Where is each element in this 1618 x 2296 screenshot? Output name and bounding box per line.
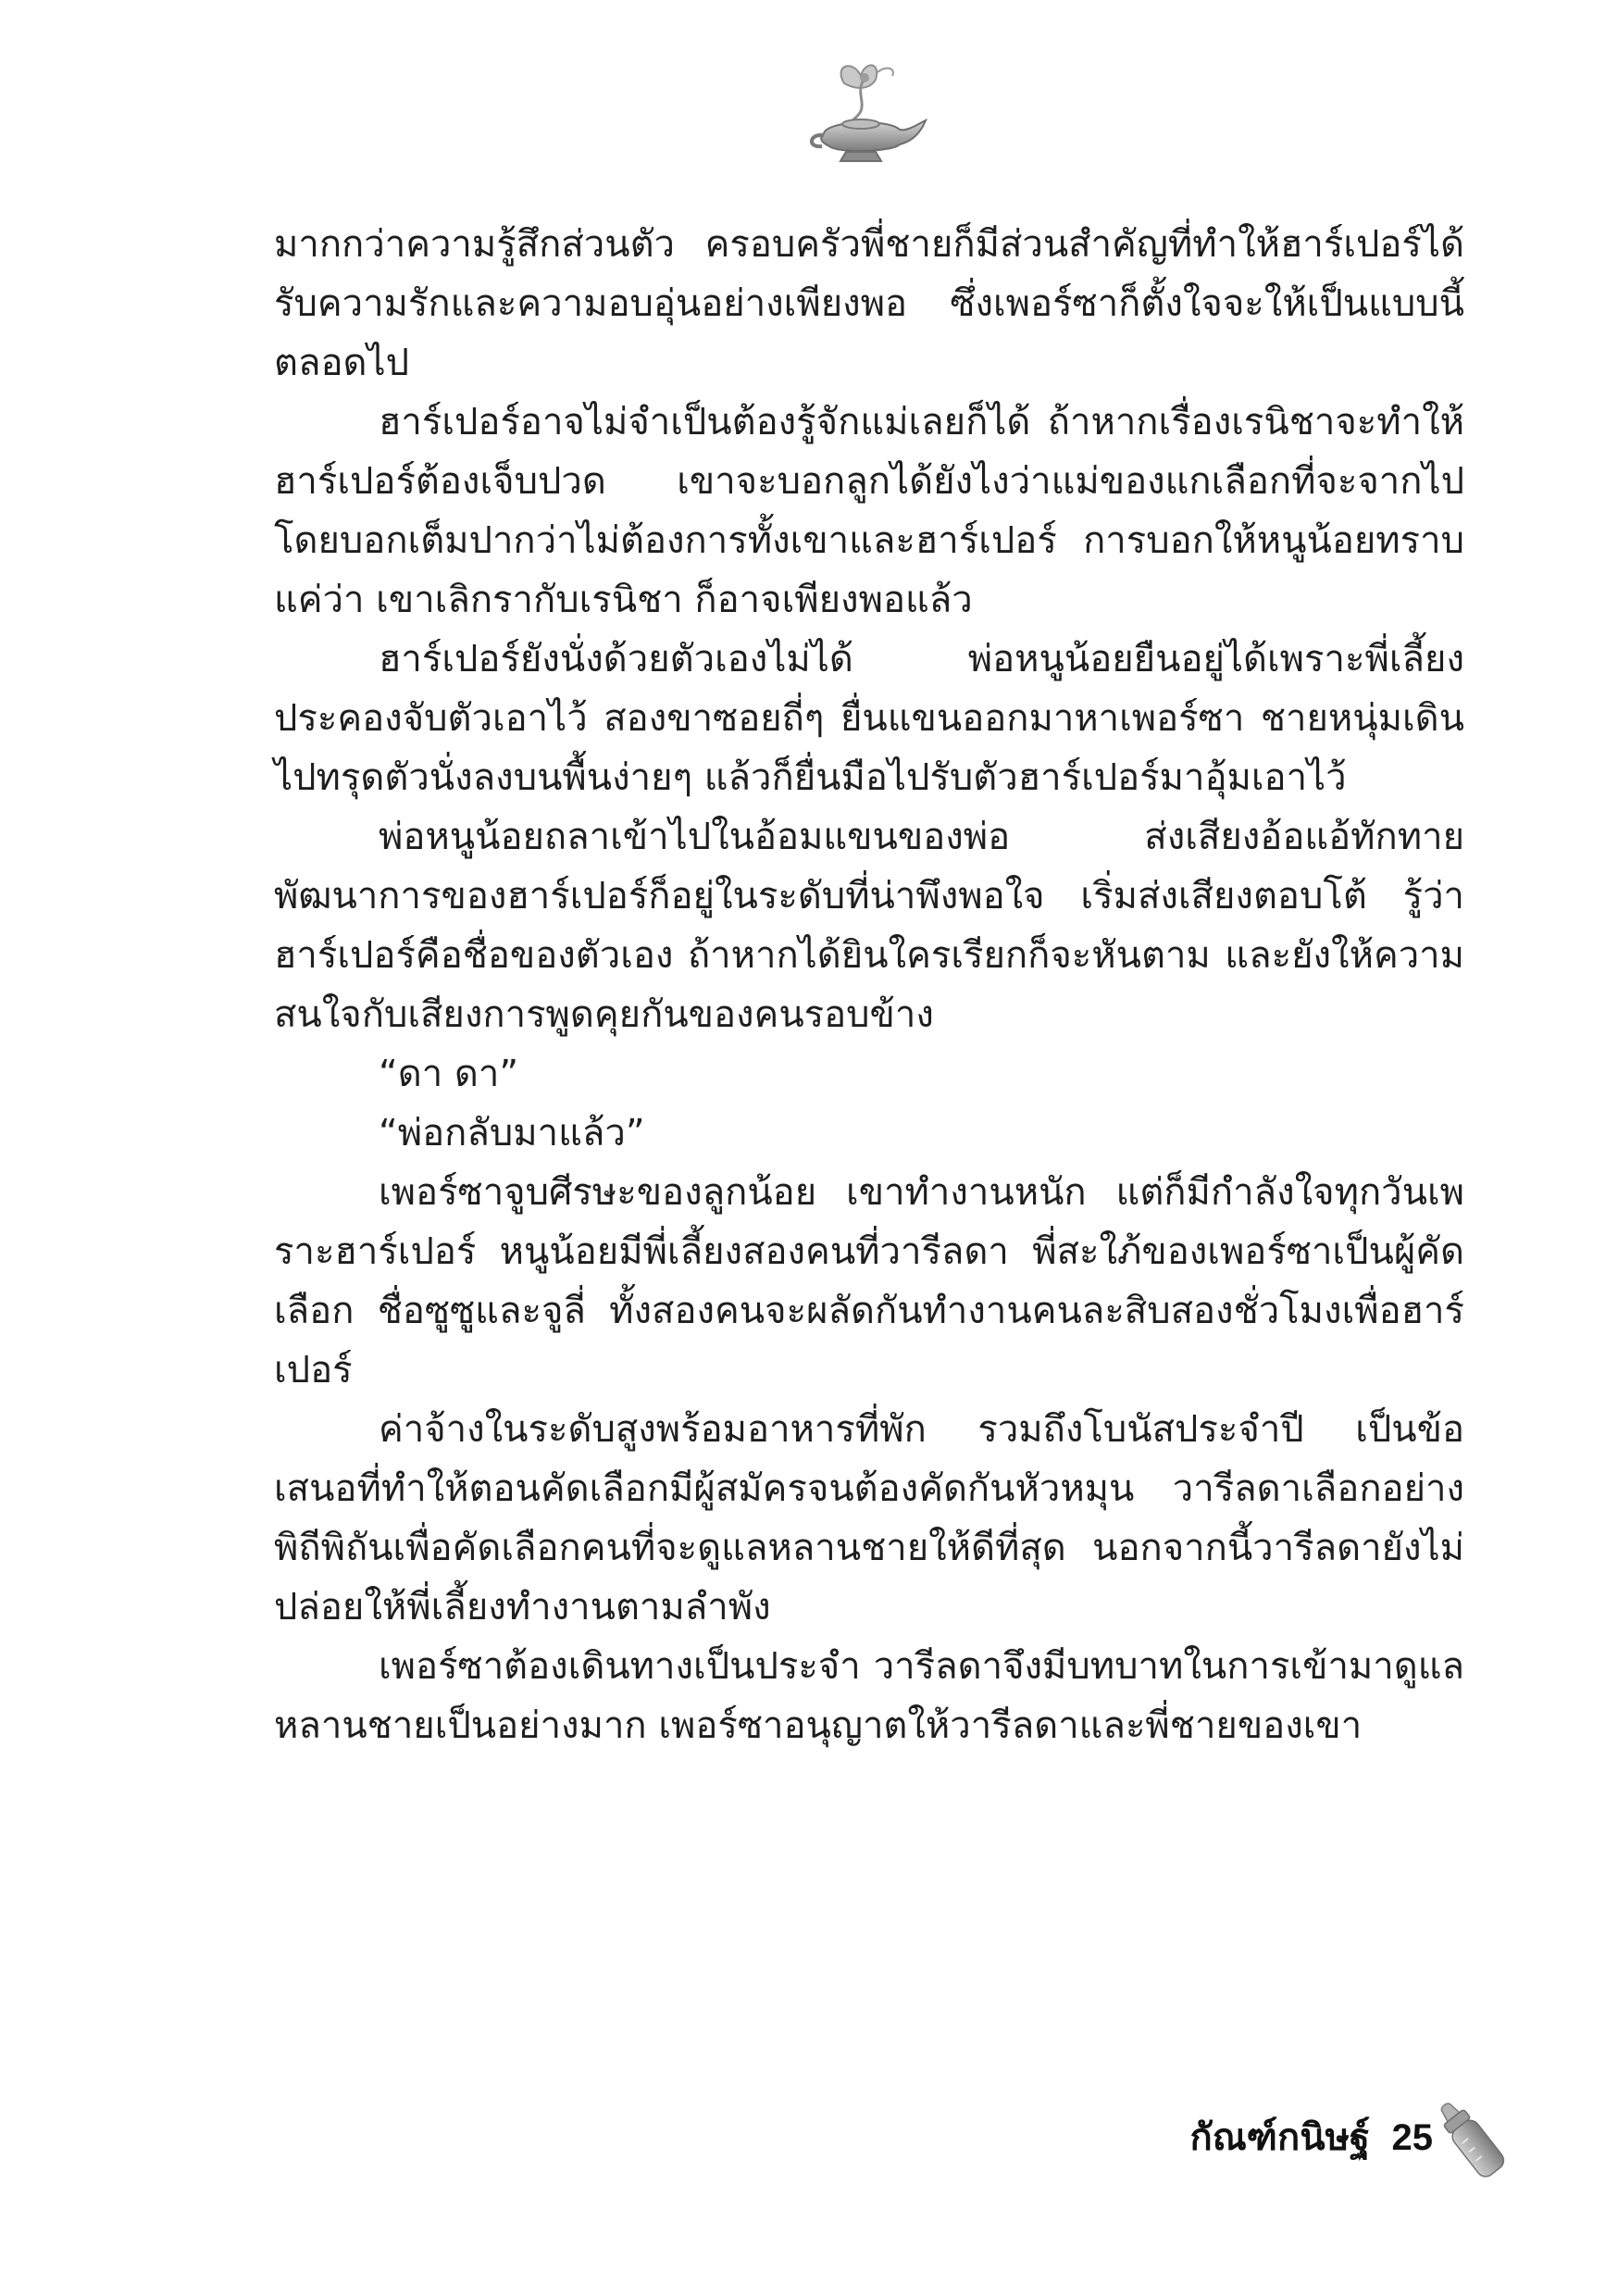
dialogue-line: “พ่อกลับมาแล้ว” [379, 1112, 645, 1154]
fairy-lamp-icon [796, 56, 935, 167]
paragraph: เพอร์ซาต้องเดินทางเป็นประจำ วารีลดาจึงมีบทบาทในการเข้ามาดูแลหลานชายเป็นอย่างมาก เพอร์ซาอนุญาตให้วารีลดาและพี่ชายของเขา [274, 1645, 1464, 1747]
dialogue-line: “ดา ดา” [379, 1053, 519, 1095]
paragraph: ฮาร์เปอร์ยังนั่งด้วยตัวเองไม่ได้ พ่อหนูน้อยยืนอยู่ได้เพราะพี่เลี้ยงประคองจับตัวเอาไว้ สองขาซอยถี่ๆ ยื่นแขนออกมาหาเพอร์ซา ชายหนุ่มเดินไปทรุดตัวนั่งลงบนพื้นง่ายๆ แล้วก็ยื่นมือไปรับตัวฮาร์เปอร์มาอุ้มเอาไว้ [274, 638, 1464, 799]
paragraph: เพอร์ซาจูบศีรษะของลูกน้อย เขาทำงานหนัก แต่ก็มีกำลังใจทุกวันเพราะฮาร์เปอร์ หนูน้อยมีพี่เลี้ยงสองคนที่วารีลดา พี่สะใภ้ของเพอร์ซาเป็นผู้คัดเลือก ชื่อซูซูและจูลี่ ทั้งสองคนจะผลัดกันทำงานคนละสิบสองชั่วโมงเพื่อฮาร์เปอร์ [274, 1171, 1464, 1391]
paragraph: ฮาร์เปอร์อาจไม่จำเป็นต้องรู้จักแม่เลยก็ได้ ถ้าหากเรื่องเรนิชาจะทำให้ฮาร์เปอร์ต้องเจ็บปวด เขาจะบอกลูกได้ยังไงว่าแม่ของแกเลือกที่จะจากไป โดยบอกเต็มปากว่าไม่ต้องการทั้งเขาและฮาร์เปอร์ การบอกให้หนูน้อยทราบแค่ว่า เขาเลิกรากับเรนิชา ก็อาจเพียงพอแล้ว [274, 401, 1464, 621]
paragraph: ค่าจ้างในระดับสูงพร้อมอาหารที่พัก รวมถึงโบนัสประจำปี เป็นข้อเสนอที่ทำให้ตอนคัดเลือกมีผู้สมัครจนต้องคัดกันหัวหมุน วารีลดาเลือกอย่างพิถีพิถันเพื่อคัดเลือกคนที่จะดูแลหลานชายให้ดีที่สุด นอกจากนี้วารีลดายังไม่ปล่อยให้พี่เลี้ยงทำงานตามลำพัง [274, 1408, 1464, 1628]
baby-bottle-icon [1437, 2094, 1507, 2187]
page-number: 25 [1391, 2117, 1433, 2158]
paragraph: พ่อหนูน้อยถลาเข้าไปในอ้อมแขนของพ่อ ส่งเสียงอ้อแอ้ทักทาย พัฒนาการของฮาร์เปอร์ก็อยู่ในระดับที่น่าพึงพอใจ เริ่มส่งเสียงตอบโต้ รู้ว่าฮาร์เปอร์คือชื่อของตัวเอง ถ้าหากได้ยินใครเรียกก็จะหันตาม และยังให้ความสนใจกับเสียงการพูดคุยกันของคนรอบข้าง [274, 816, 1464, 1036]
paragraph: มากกว่าความรู้สึกส่วนตัว ครอบครัวพี่ชายก็มีส่วนสำคัญที่ทำให้ฮาร์เปอร์ได้รับความรักและความอบอุ่นอย่างเพียงพอ ซึ่งเพอร์ซาก็ตั้งใจจะให้เป็นแบบนี้ตลอดไป [274, 223, 1464, 384]
page-footer [1018, 2102, 1500, 2176]
author-name: กัณฑ์กนิษฐ์ [1189, 2116, 1370, 2159]
page-body [274, 215, 1464, 1755]
